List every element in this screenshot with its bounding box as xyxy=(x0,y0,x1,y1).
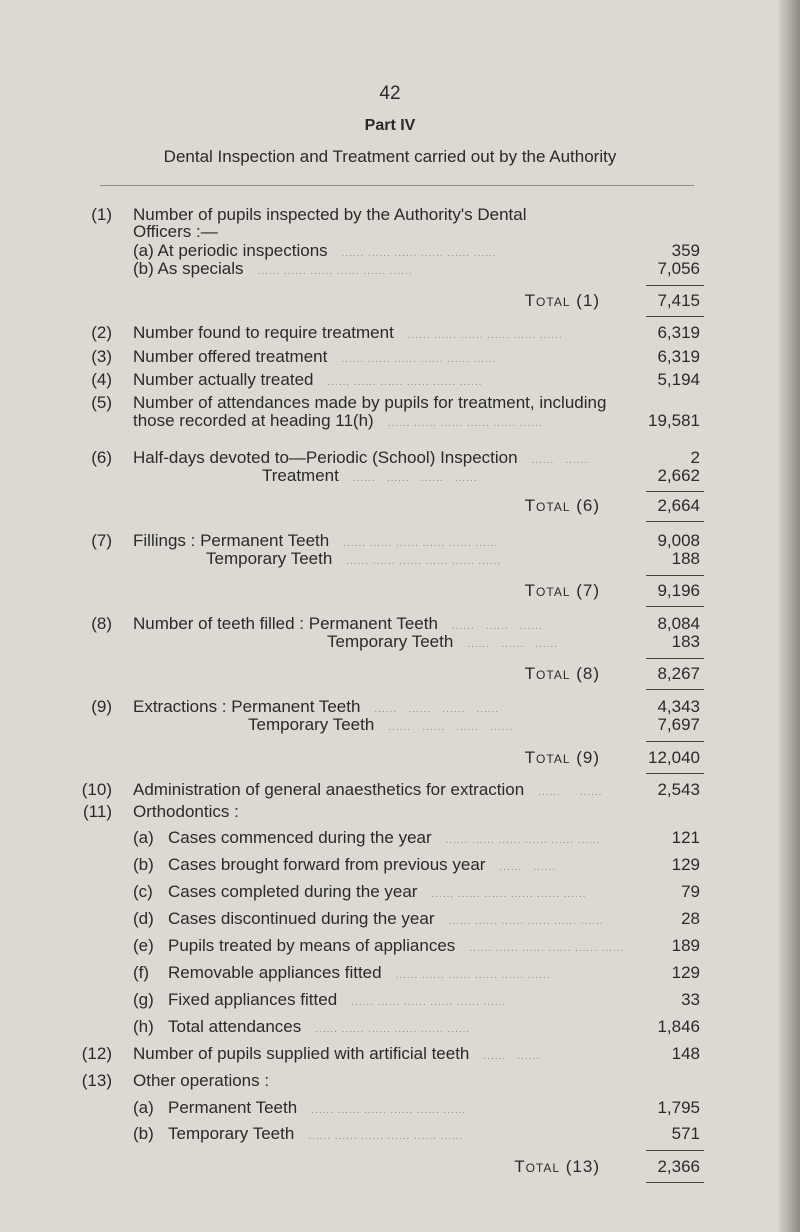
item-label: Total attendances ...... ...... ...... ...... ...... ...... xyxy=(168,1017,471,1036)
item-value: 189 xyxy=(671,936,700,955)
sum-rule xyxy=(646,316,704,317)
item-number: (1) xyxy=(91,205,112,224)
total-label: Total (8) xyxy=(524,664,600,683)
total-value: 12,040 xyxy=(648,748,700,767)
total-value: 2,366 xyxy=(657,1157,700,1176)
item-value: 4,343 xyxy=(657,697,700,716)
item-number: (9) xyxy=(91,697,112,716)
item-label: Administration of general anaesthetics for extraction ...... ...... xyxy=(133,780,603,799)
item-label: Cases commenced during the year ...... ...... ...... ...... ...... ...... xyxy=(168,828,601,847)
sum-rule xyxy=(646,689,704,690)
item-value: 188 xyxy=(671,549,700,568)
item-value: 129 xyxy=(671,855,700,874)
item-number: (a) xyxy=(133,1098,154,1117)
item-value: 5,194 xyxy=(657,370,700,389)
item-label: Treatment ...... ...... ...... ...... xyxy=(262,466,478,485)
item-label: Officers :— xyxy=(133,222,218,241)
item-number: (3) xyxy=(91,347,112,366)
item-value: 7,697 xyxy=(657,715,700,734)
item-number: (d) xyxy=(133,909,154,928)
item-label: Number actually treated ...... ...... ...... ...... ...... ...... xyxy=(133,370,483,389)
item-label: Fillings : Permanent Teeth ...... ...... ...... ...... ...... ...... xyxy=(133,531,499,550)
item-value: 2,543 xyxy=(657,780,700,799)
item-label: Orthodontics : xyxy=(133,802,239,821)
item-value: 2 xyxy=(690,448,700,467)
item-value: 183 xyxy=(671,632,700,651)
total-label: Total (7) xyxy=(524,581,600,600)
item-number: (b) xyxy=(133,855,154,874)
sum-rule xyxy=(646,285,704,286)
item-number: (8) xyxy=(91,614,112,633)
item-value: 79 xyxy=(681,882,700,901)
sum-rule xyxy=(646,521,704,522)
item-number: (4) xyxy=(91,370,112,389)
sum-rule xyxy=(646,658,704,659)
item-label: Number of pupils inspected by the Authority's Dental xyxy=(133,205,527,224)
total-value: 2,664 xyxy=(657,496,700,515)
item-value: 359 xyxy=(671,241,700,260)
item-value: 129 xyxy=(671,963,700,982)
item-label: Permanent Teeth ...... ...... ...... ...... ...... ...... xyxy=(168,1098,467,1117)
sum-rule xyxy=(646,1150,704,1151)
item-value: 6,319 xyxy=(657,347,700,366)
page-number: 42 xyxy=(379,83,401,104)
sum-rule xyxy=(646,606,704,607)
item-value: 571 xyxy=(671,1124,700,1143)
item-label: Fixed appliances fitted ...... ...... ...... ...... ...... ...... xyxy=(168,990,507,1009)
item-value: 148 xyxy=(671,1044,700,1063)
item-number: (7) xyxy=(91,531,112,550)
item-number: (b) xyxy=(133,1124,154,1143)
item-label: Cases completed during the year ...... ...... ...... ...... ...... ...... xyxy=(168,882,587,901)
item-label: Temporary Teeth ...... ...... ...... xyxy=(327,632,558,651)
item-label: Pupils treated by means of appliances ...... ...... ...... ...... ...... ...... xyxy=(168,936,625,955)
total-label: Total (9) xyxy=(524,748,600,767)
item-label: (a) At periodic inspections ...... ...... ...... ...... ...... ...... xyxy=(133,241,497,260)
item-value: 33 xyxy=(681,990,700,1009)
item-value: 6,319 xyxy=(657,323,700,342)
sum-rule xyxy=(646,575,704,576)
part-title: Part IV xyxy=(364,117,416,134)
page-edge-shadow xyxy=(778,0,800,1232)
item-label: Number offered treatment ...... ...... ...... ...... ...... ...... xyxy=(133,347,497,366)
total-value: 9,196 xyxy=(657,581,700,600)
item-label: Other operations : xyxy=(133,1071,270,1090)
sum-rule xyxy=(646,491,704,492)
item-label: Number found to require treatment ...... ...... ...... ...... ...... ...... xyxy=(133,323,563,342)
item-number: (g) xyxy=(133,990,154,1009)
item-number: (e) xyxy=(133,936,154,955)
divider xyxy=(100,185,694,186)
item-label: Temporary Teeth ...... ...... ...... ...... xyxy=(248,715,513,734)
section-title: Dental Inspection and Treatment carried out by the Authority xyxy=(163,147,617,166)
item-number: (f) xyxy=(133,963,150,982)
sum-rule xyxy=(646,741,704,742)
item-number: (5) xyxy=(91,393,112,412)
item-label: Cases brought forward from previous year ...... ...... xyxy=(168,855,557,874)
item-value: 2,662 xyxy=(657,466,700,485)
item-number: (a) xyxy=(133,828,154,847)
item-label: (b) As specials ...... ...... ...... ...... ...... ...... xyxy=(133,259,413,278)
item-value: 1,846 xyxy=(657,1017,700,1036)
item-number: (6) xyxy=(91,448,112,467)
item-label: those recorded at heading 11(h) ...... ...... ...... ...... ...... ...... xyxy=(133,411,543,430)
total-label: Total (6) xyxy=(524,496,600,515)
item-value: 8,084 xyxy=(657,614,700,633)
item-number: (c) xyxy=(133,882,153,901)
total-value: 8,267 xyxy=(657,664,700,683)
item-label: Number of teeth filled : Permanent Teeth ...... ...... ...... xyxy=(133,614,543,633)
item-label: Temporary Teeth ...... ...... ...... ...... ...... ...... xyxy=(206,549,502,568)
total-label: Total (1) xyxy=(524,291,600,310)
item-label: Number of pupils supplied with artificial teeth ...... ...... xyxy=(133,1044,541,1063)
sum-rule xyxy=(646,1182,704,1183)
total-value: 7,415 xyxy=(657,291,700,310)
item-value: 7,056 xyxy=(657,259,700,278)
item-value: 28 xyxy=(681,909,700,928)
sum-rule xyxy=(646,773,704,774)
item-label: Temporary Teeth ...... ...... ...... ...... ...... ...... xyxy=(168,1124,464,1143)
item-number: (12) xyxy=(81,1044,112,1063)
item-label: Half-days devoted to—Periodic (School) Inspection ...... ...... xyxy=(133,448,589,467)
item-number: (11) xyxy=(83,802,112,821)
item-number: (13) xyxy=(81,1071,112,1090)
item-value: 1,795 xyxy=(657,1098,700,1117)
item-number: (h) xyxy=(133,1017,154,1036)
item-number: (2) xyxy=(91,323,112,342)
item-value: 9,008 xyxy=(657,531,700,550)
item-value: 19,581 xyxy=(648,411,700,430)
total-label: Total (13) xyxy=(514,1157,600,1176)
item-label: Number of attendances made by pupils for treatment, including xyxy=(133,393,607,412)
item-number: (10) xyxy=(81,780,112,799)
item-label: Removable appliances fitted ...... ...... ...... ...... ...... ...... xyxy=(168,963,551,982)
item-value: 121 xyxy=(671,828,700,847)
item-label: Cases discontinued during the year ...... ...... ...... ...... ...... ...... xyxy=(168,909,604,928)
item-label: Extractions : Permanent Teeth ...... ...... ...... ...... xyxy=(133,697,500,716)
